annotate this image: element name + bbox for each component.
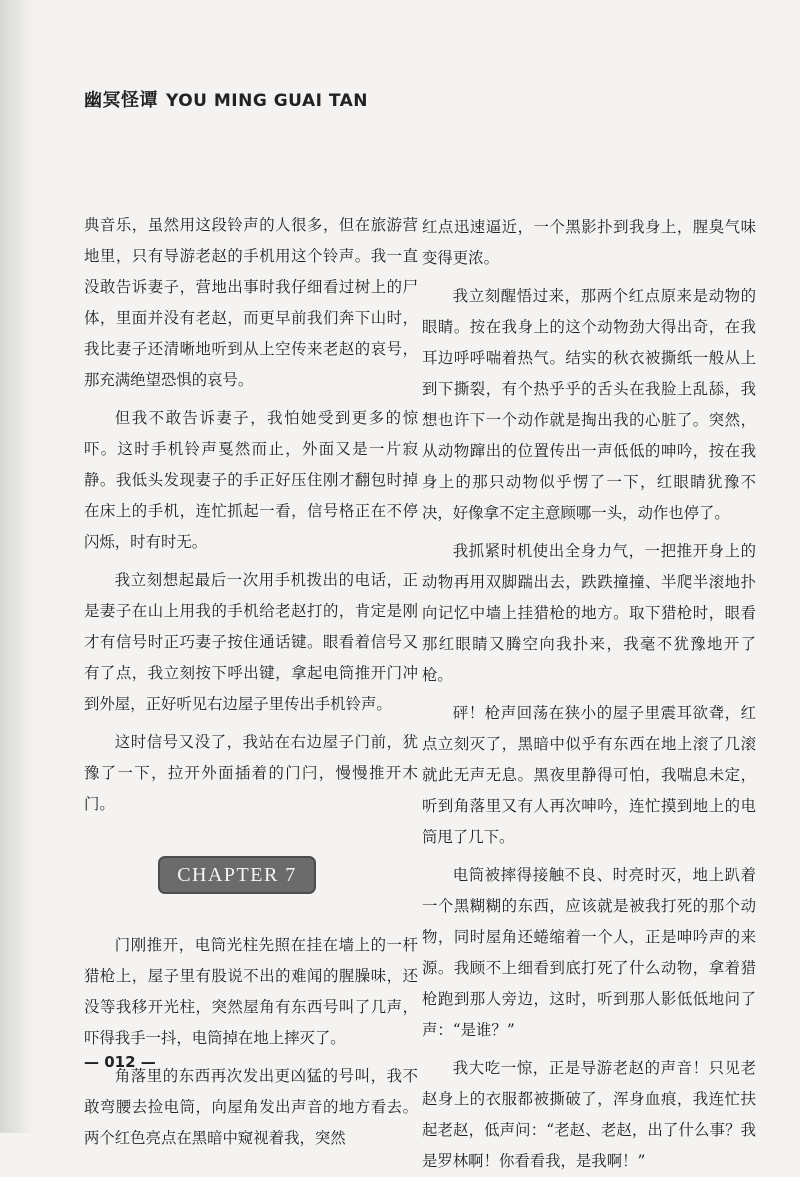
paragraph: 我立刻醒悟过来，那两个红点原来是动物的眼睛。按在我身上的这个动物劲大得出奇，在我耳边呼呼喘着热气。结实的秋衣被撕纸一般从上到下撕裂，有个热乎乎的舌头在我脸上乱舔，我想也许下一个动作就是掏出我的心脏了。突然，从动物蹿出的位置传出一声低低的呻吟，按在我身上的那只动物似乎愣了一下，红眼睛犹豫不决，好像拿不定主意顾哪一头，动作也停了。 [422, 287, 756, 522]
header-title-en: YOU MING GUAI TAN [166, 91, 369, 111]
left-column [84, 210, 418, 1154]
running-header [84, 86, 368, 112]
paragraph: 典音乐，虽然用这段铃声的人很多，但在旅游营地里，只有导游老赵的手机用这个铃声。我一直没敢告诉妻子，营地出事时我仔细看过树上的尸体，里面并没有老赵，而更早前我们奔下山时，我比妻子还清晰地听到从上空传来老赵的哀号，那充满绝望恐惧的哀号。 [84, 216, 418, 389]
header-title-cn: 幽冥怪谭 [84, 90, 158, 111]
paragraph: 我大吃一惊，正是导游老赵的声音！只见老赵身上的衣服都被撕破了，浑身血痕，我连忙扶起老赵，低声问：“老赵、老赵，出了什么事？我是罗林啊！你看看我，是我啊！” [422, 1059, 756, 1170]
page-number: — 012 — [84, 1053, 156, 1071]
paragraph: 我立刻想起最后一次用手机拨出的电话，正是妻子在山上用我的手机给老赵打的，肯定是刚才有信号时正巧妻子按住通话键。眼看着信号又有了点，我立刻按下呼出键，拿起电筒推开门冲到外屋，正好听见右边屋子里传出手机铃声。 [84, 571, 418, 713]
paragraph: 红点迅速逼近，一个黑影扑到我身上，腥臭气味变得更浓。 [422, 218, 756, 267]
right-column [422, 212, 756, 1177]
binding-shadow [0, 0, 34, 1133]
paragraph: 电筒被摔得接触不良、时亮时灭，地上趴着一个黑糊糊的东西，应该就是被我打死的那个动物，同时屋角还蜷缩着一个人，正是呻吟声的来源。我顾不上细看到底打死了什么动物，拿着猎枪跑到那人旁边，这时，听到那人影低低地问了声：“是谁？” [422, 866, 756, 1039]
paragraph: 我抓紧时机使出全身力气，一把推开身上的动物再用双脚踹出去，跌跌撞撞、半爬半滚地扑向记忆中墙上挂猎枪的地方。取下猎枪时，眼看那红眼睛又腾空向我扑来，我毫不犹豫地开了枪。 [422, 542, 756, 684]
chapter-badge: CHAPTER 7 [158, 856, 316, 894]
paragraph: 角落里的东西再次发出更凶猛的号叫，我不敢弯腰去捡电筒，向屋角发出声音的地方看去。两个红色亮点在黑暗中窥视着我，突然 [84, 1067, 418, 1147]
paragraph: 但我不敢告诉妻子，我怕她受到更多的惊吓。这时手机铃声戛然而止，外面又是一片寂静。我低头发现妻子的手正好压住刚才翻包时掉在床上的手机，连忙抓起一看，信号格正在不停闪烁，时有时无。 [84, 409, 418, 551]
paragraph: 砰！枪声回荡在狭小的屋子里震耳欲聋，红点立刻灭了，黑暗中似乎有东西在地上滚了几滚就此无声无息。黑夜里静得可怕，我喘息未定，听到角落里又有人再次呻吟，连忙摸到地上的电筒甩了几下。 [422, 704, 756, 846]
paragraph: 门刚推开，电筒光柱先照在挂在墙上的一杆猎枪上，屋子里有股说不出的难闻的腥臊味，还没等我移开光柱，突然屋角有东西号叫了几声，吓得我手一抖，电筒掉在地上摔灭了。 [84, 936, 418, 1047]
paragraph: 这时信号又没了，我站在右边屋子门前，犹豫了一下，拉开外面插着的门闩，慢慢推开木门。 [84, 733, 418, 813]
